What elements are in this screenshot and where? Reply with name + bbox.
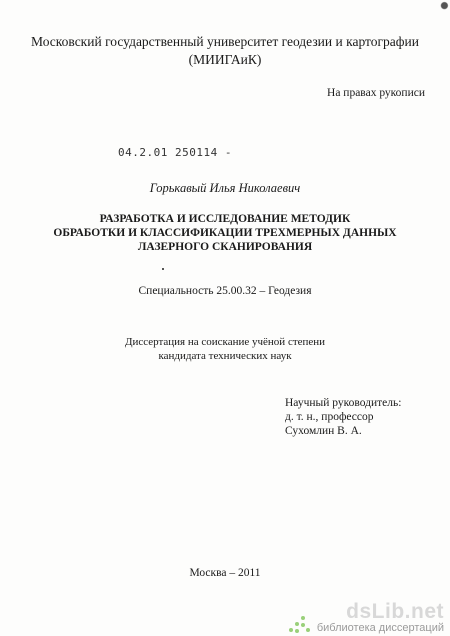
scientific-advisor — [285, 396, 401, 438]
watermark[interactable] — [289, 601, 444, 634]
university-name: Московский государственный университет геодезии и картографии — [31, 34, 419, 49]
manuscript-rights: На правах рукописи — [327, 87, 425, 99]
city-year: Москва – 2011 — [189, 567, 261, 579]
registration-stamp: 04.2.01 250114 - — [118, 146, 232, 159]
degree-line: кандидата технических наук — [158, 350, 292, 362]
title-line: ОБРАБОТКИ И КЛАССИФИКАЦИИ ТРЕХМЕРНЫХ ДАННЫХ — [53, 227, 397, 239]
advisor-name: Сухомлин В. А. — [285, 425, 362, 437]
specialty: Специальность 25.00.32 – Геодезия — [138, 285, 312, 297]
advisor-label: Научный руководитель: — [285, 397, 402, 409]
dissertation-title — [0, 212, 450, 254]
scan-corner-mark — [436, 0, 450, 14]
title-line: ЛАЗЕРНОГО СКАНИРОВАНИЯ — [137, 241, 313, 253]
watermark-brand: dsLib.net — [346, 600, 444, 623]
watermark-subtitle: библиотека диссертаций — [316, 622, 444, 634]
author-name: Горькавый Илья Николаевич — [149, 181, 301, 195]
title-line: РАЗРАБОТКА И ИССЛЕДОВАНИЕ МЕТОДИК — [99, 213, 351, 225]
degree-statement — [0, 335, 450, 363]
university-abbreviation: (МИИГАиК) — [188, 52, 262, 67]
university-heading — [0, 33, 450, 69]
advisor-degree: д. т. н., профессор — [285, 411, 374, 423]
scan-speck — [162, 268, 164, 270]
watermark-dots-icon — [289, 616, 311, 634]
degree-line: Диссертация на соискание учёной степени — [124, 336, 326, 348]
